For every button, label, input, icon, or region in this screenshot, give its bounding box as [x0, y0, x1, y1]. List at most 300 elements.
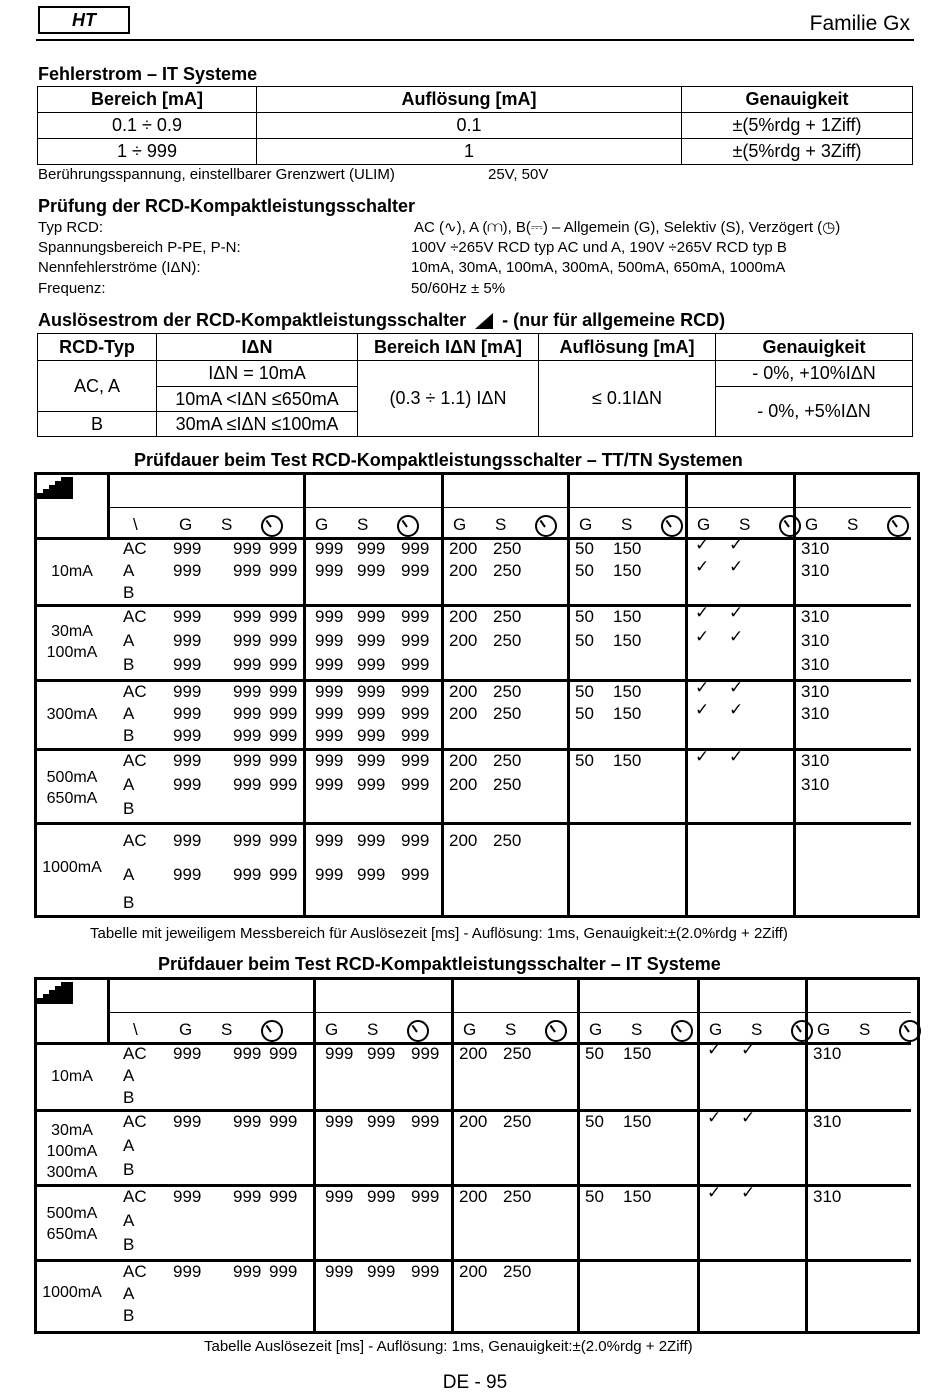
- value-cell: 999: [357, 751, 386, 770]
- s3-idn-2: 10mA <IΔN ≤650mA: [157, 387, 358, 412]
- value-cell: 999: [367, 1187, 396, 1206]
- value-cell: 250: [493, 751, 522, 770]
- grid-vline: [107, 980, 110, 1042]
- timer-icon: [887, 515, 909, 537]
- value-cell: 310: [801, 751, 830, 770]
- rcd-type-a: A: [123, 1284, 135, 1303]
- s3-col-idn: IΔN: [157, 334, 358, 361]
- value-cell: 999: [269, 1187, 298, 1206]
- value-cell: 250: [503, 1112, 532, 1131]
- value-cell: 999: [233, 682, 262, 701]
- check-icon: ✓: [729, 627, 744, 646]
- timer-icon: [899, 1020, 921, 1042]
- value-cell: 250: [503, 1044, 532, 1063]
- value-cell: 999: [233, 631, 262, 650]
- value-cell: 999: [173, 539, 202, 558]
- value-cell: 999: [173, 1044, 202, 1063]
- selective-label: S: [739, 515, 751, 534]
- value-cell: 999: [367, 1262, 396, 1281]
- rcd-type-ac: AC: [123, 1112, 147, 1131]
- s3-title-suffix: - (nur für allgemeine RCD): [502, 310, 726, 330]
- value-cell: 999: [315, 682, 344, 701]
- value-cell: 150: [623, 1112, 652, 1131]
- value-cell: 250: [493, 704, 522, 723]
- check-icon: ✓: [695, 557, 710, 576]
- value-cell: 999: [411, 1187, 440, 1206]
- value-cell: 999: [401, 775, 430, 794]
- timer-icon: [779, 515, 801, 537]
- value-cell: 999: [401, 607, 430, 626]
- value-cell: 999: [401, 655, 430, 674]
- value-cell: 999: [401, 631, 430, 650]
- general-label: G: [697, 515, 711, 534]
- value-cell: 250: [493, 775, 522, 794]
- value-cell: 999: [315, 726, 344, 745]
- timer-icon: [397, 515, 419, 537]
- value-cell: 999: [233, 607, 262, 626]
- check-icon: ✓: [695, 603, 710, 622]
- value-cell: 310: [801, 539, 830, 558]
- rcd-type-ac: AC: [123, 831, 147, 850]
- grid-vline: [451, 980, 454, 1331]
- rcd-type-a: A: [123, 1211, 135, 1230]
- check-icon: ✓: [707, 1183, 722, 1202]
- grid-vline: [107, 475, 110, 537]
- grid-vline: [303, 475, 306, 915]
- value-cell: 999: [233, 831, 262, 850]
- s2-label: Nennfehlerströme (IΔN):: [38, 259, 201, 276]
- s4-title: Prüfdauer beim Test RCD-Kompaktleistungsschalter – TT/TN Systemen: [134, 450, 743, 470]
- value-cell: 999: [173, 726, 202, 745]
- grid-hline: [107, 507, 911, 508]
- s1-table: [37, 86, 913, 165]
- value-cell: 999: [233, 561, 262, 580]
- value-cell: 200: [459, 1187, 488, 1206]
- value-cell: 999: [315, 561, 344, 580]
- value-cell: 999: [401, 704, 430, 723]
- value-cell: 999: [173, 831, 202, 850]
- value-cell: 999: [315, 775, 344, 794]
- value-cell: 250: [493, 607, 522, 626]
- timer-icon: [791, 1020, 813, 1042]
- check-icon: ✓: [695, 700, 710, 719]
- current-group-label: 500mA 650mA: [46, 1205, 98, 1243]
- rcd-type-b: B: [123, 799, 135, 818]
- current-group-label: 30mA 100mA: [46, 623, 98, 661]
- grid-vline: [793, 475, 796, 915]
- value-cell: 50: [575, 561, 594, 580]
- value-cell: 999: [401, 865, 430, 884]
- grid-vline: [685, 475, 688, 915]
- value-cell: 999: [411, 1044, 440, 1063]
- timer-icon: [407, 1020, 429, 1042]
- value-cell: 999: [315, 704, 344, 723]
- s2-label: Spannungsbereich P-PE, P-N:: [38, 239, 241, 256]
- value-cell: 999: [233, 1044, 262, 1063]
- s4-caption: Tabelle mit jeweiligem Messbereich für Auslösezeit [ms] - Auflösung: 1ms, Genauigkeit:±(2.0%rdg + 2Ziff): [90, 925, 788, 942]
- ramp-icon: [37, 982, 73, 1004]
- s1-cell: 1: [257, 139, 682, 165]
- value-cell: 999: [233, 726, 262, 745]
- s3-resolution: ≤ 0.1IΔN: [539, 361, 716, 437]
- general-label: G: [579, 515, 593, 534]
- value-cell: 999: [173, 1262, 202, 1281]
- rcd-type-ac: AC: [123, 682, 147, 701]
- s3-table: [37, 333, 913, 437]
- value-cell: 999: [367, 1112, 396, 1131]
- value-cell: 999: [173, 1187, 202, 1206]
- value-cell: 999: [401, 751, 430, 770]
- value-cell: 150: [613, 539, 642, 558]
- value-cell: 150: [613, 561, 642, 580]
- rcd-type-a: A: [123, 631, 135, 650]
- value-cell: 999: [233, 655, 262, 674]
- value-cell: 999: [233, 539, 262, 558]
- value-cell: 999: [357, 607, 386, 626]
- header-divider: [36, 39, 914, 41]
- value-cell: 999: [173, 751, 202, 770]
- it-time-table: [34, 977, 920, 1334]
- selective-label: S: [221, 1020, 233, 1039]
- value-cell: 250: [493, 539, 522, 558]
- value-cell: 150: [623, 1187, 652, 1206]
- s1-cell: 1 ÷ 999: [38, 139, 257, 165]
- value-cell: 999: [315, 831, 344, 850]
- value-cell: 999: [367, 1044, 396, 1063]
- value-cell: 200: [449, 751, 478, 770]
- s3-title: [38, 310, 725, 331]
- grid-hline: [37, 822, 911, 825]
- value-cell: 150: [613, 704, 642, 723]
- logo-text: HT: [72, 9, 96, 30]
- value-cell: 250: [493, 831, 522, 850]
- grid-vline: [577, 980, 580, 1331]
- value-cell: 999: [269, 726, 298, 745]
- value-cell: 200: [449, 704, 478, 723]
- general-label: G: [589, 1020, 603, 1039]
- general-label: G: [463, 1020, 477, 1039]
- value-cell: 200: [449, 831, 478, 850]
- value-cell: 200: [449, 775, 478, 794]
- s1-col-range: Bereich [mA]: [38, 87, 257, 113]
- value-cell: 310: [801, 775, 830, 794]
- rcd-type-ac: AC: [123, 751, 147, 770]
- value-cell: 999: [269, 775, 298, 794]
- family-title: Familie Gx: [809, 12, 910, 35]
- check-icon: ✓: [695, 627, 710, 646]
- timer-icon: [535, 515, 557, 537]
- general-label: G: [325, 1020, 339, 1039]
- ht-logo: [38, 6, 130, 34]
- check-icon: ✓: [729, 535, 744, 554]
- selective-label: S: [631, 1020, 643, 1039]
- value-cell: 250: [503, 1262, 532, 1281]
- check-icon: ✓: [729, 700, 744, 719]
- value-cell: 999: [269, 561, 298, 580]
- check-icon: ✓: [707, 1108, 722, 1127]
- s3-idn-3: 30mA ≤IΔN ≤100mA: [157, 412, 358, 437]
- rcd-type-b: B: [123, 1088, 135, 1107]
- current-group-label: 30mA 100mA 300mA: [46, 1122, 98, 1181]
- s2-value: 50/60Hz ± 5%: [411, 280, 506, 297]
- rcd-type-b: B: [123, 1235, 135, 1254]
- grid-hline: [107, 1012, 911, 1013]
- value-cell: 999: [269, 704, 298, 723]
- value-cell: 999: [357, 682, 386, 701]
- backslash-label: \: [133, 515, 138, 534]
- value-cell: 200: [449, 539, 478, 558]
- value-cell: 200: [449, 561, 478, 580]
- s2-label: Frequenz:: [38, 280, 106, 297]
- value-cell: 999: [315, 607, 344, 626]
- s3-type-ac-a: AC, A: [38, 361, 157, 412]
- check-icon: ✓: [695, 535, 710, 554]
- check-icon: ✓: [695, 678, 710, 697]
- value-cell: 150: [613, 631, 642, 650]
- value-cell: 999: [173, 865, 202, 884]
- selective-label: S: [221, 515, 233, 534]
- value-cell: 310: [801, 704, 830, 723]
- value-cell: 999: [325, 1262, 354, 1281]
- value-cell: 310: [801, 655, 830, 674]
- grid-vline: [567, 475, 570, 915]
- value-cell: 999: [233, 775, 262, 794]
- value-cell: 250: [493, 682, 522, 701]
- timer-icon: [671, 1020, 693, 1042]
- grid-vline: [697, 980, 700, 1331]
- value-cell: 200: [449, 682, 478, 701]
- rcd-type-a: A: [123, 704, 135, 723]
- value-cell: 999: [315, 631, 344, 650]
- rcd-type-ac: AC: [123, 539, 147, 558]
- value-cell: 999: [269, 1112, 298, 1131]
- rcd-type-ac: AC: [123, 1262, 147, 1281]
- general-label: G: [709, 1020, 723, 1039]
- value-cell: 310: [813, 1044, 842, 1063]
- ramp-icon: [37, 477, 73, 499]
- value-cell: 999: [269, 751, 298, 770]
- value-cell: 150: [613, 607, 642, 626]
- value-cell: 999: [411, 1112, 440, 1131]
- s3-col-range: Bereich IΔN [mA]: [358, 334, 539, 361]
- rcd-type-ac: AC: [123, 1187, 147, 1206]
- value-cell: 999: [269, 607, 298, 626]
- s1-title: Fehlerstrom – IT Systeme: [38, 64, 258, 84]
- selective-label: S: [495, 515, 507, 534]
- value-cell: 999: [269, 682, 298, 701]
- value-cell: 999: [269, 655, 298, 674]
- value-cell: 999: [315, 751, 344, 770]
- value-cell: 50: [575, 631, 594, 650]
- value-cell: 999: [357, 865, 386, 884]
- check-icon: ✓: [729, 603, 744, 622]
- current-group-label: 300mA: [46, 706, 98, 723]
- value-cell: 999: [357, 655, 386, 674]
- s3-type-b: B: [38, 412, 157, 437]
- value-cell: 999: [233, 865, 262, 884]
- value-cell: 50: [585, 1187, 604, 1206]
- value-cell: 999: [357, 775, 386, 794]
- s2-label: Typ RCD:: [38, 219, 104, 236]
- selective-label: S: [751, 1020, 763, 1039]
- s1-col-accuracy: Genauigkeit: [682, 87, 913, 113]
- value-cell: 999: [269, 1262, 298, 1281]
- timer-icon: [261, 515, 283, 537]
- value-cell: 310: [801, 607, 830, 626]
- check-icon: ✓: [729, 747, 744, 766]
- current-group-label: 10mA: [51, 563, 93, 580]
- check-icon: ✓: [741, 1183, 756, 1202]
- s1-cell: 0.1 ÷ 0.9: [38, 113, 257, 139]
- s3-col-resolution: Auflösung [mA]: [539, 334, 716, 361]
- value-cell: 999: [233, 1187, 262, 1206]
- value-cell: 200: [459, 1112, 488, 1131]
- value-cell: 999: [357, 831, 386, 850]
- tt-tn-time-table: [34, 472, 920, 918]
- value-cell: 999: [173, 607, 202, 626]
- selective-label: S: [505, 1020, 517, 1039]
- rcd-type-b: B: [123, 726, 135, 745]
- check-icon: ✓: [741, 1040, 756, 1059]
- value-cell: 50: [575, 682, 594, 701]
- rcd-type-a: A: [123, 561, 135, 580]
- value-cell: 999: [315, 539, 344, 558]
- value-cell: 999: [233, 704, 262, 723]
- value-cell: 999: [173, 775, 202, 794]
- value-cell: 999: [269, 539, 298, 558]
- value-cell: 999: [401, 831, 430, 850]
- value-cell: 250: [493, 561, 522, 580]
- rcd-type-b: B: [123, 583, 135, 602]
- value-cell: 150: [613, 682, 642, 701]
- value-cell: 310: [801, 561, 830, 580]
- check-icon: ✓: [695, 747, 710, 766]
- value-cell: 999: [173, 704, 202, 723]
- value-cell: 999: [269, 631, 298, 650]
- s3-range: (0.3 ÷ 1.1) IΔN: [358, 361, 539, 437]
- value-cell: 999: [233, 1262, 262, 1281]
- value-cell: 50: [575, 704, 594, 723]
- value-cell: 50: [585, 1044, 604, 1063]
- value-cell: 999: [325, 1187, 354, 1206]
- s5-caption: Tabelle Auslösezeit [ms] - Auflösung: 1ms, Genauigkeit:±(2.0%rdg + 2Ziff): [204, 1338, 693, 1355]
- rcd-type-a: A: [123, 1066, 135, 1085]
- grid-vline: [441, 475, 444, 915]
- value-cell: 999: [173, 631, 202, 650]
- value-cell: 200: [449, 631, 478, 650]
- value-cell: 150: [623, 1044, 652, 1063]
- value-cell: 250: [503, 1187, 532, 1206]
- general-label: G: [179, 1020, 193, 1039]
- value-cell: 200: [459, 1262, 488, 1281]
- s3-col-accuracy: Genauigkeit: [716, 334, 913, 361]
- general-label: G: [805, 515, 819, 534]
- value-cell: 999: [357, 704, 386, 723]
- s3-idn-1: IΔN = 10mA: [157, 361, 358, 387]
- selective-label: S: [357, 515, 369, 534]
- rcd-type-b: B: [123, 1160, 135, 1179]
- value-cell: 999: [269, 831, 298, 850]
- rcd-type-ac: AC: [123, 1044, 147, 1063]
- s1-cell: 0.1: [257, 113, 682, 139]
- s2-title: Prüfung der RCD-Kompaktleistungsschalter: [38, 196, 416, 216]
- value-cell: 999: [357, 631, 386, 650]
- value-cell: 310: [801, 631, 830, 650]
- value-cell: 999: [357, 539, 386, 558]
- s1-col-resolution: Auflösung [mA]: [257, 87, 682, 113]
- s1-cell: ±(5%rdg + 3Ziff): [682, 139, 913, 165]
- value-cell: 150: [613, 751, 642, 770]
- value-cell: 50: [575, 539, 594, 558]
- s1-cell: ±(5%rdg + 1Ziff): [682, 113, 913, 139]
- rcd-type-a: A: [123, 775, 135, 794]
- value-cell: 999: [233, 1112, 262, 1131]
- rcd-type-b: B: [123, 893, 135, 912]
- s2-value: AC (∿), A (⩋), B(⎓) – Allgemein (G), Selektiv (S), Verzögert (◷): [414, 219, 841, 236]
- selective-label: S: [859, 1020, 871, 1039]
- value-cell: 999: [401, 682, 430, 701]
- value-cell: 999: [401, 726, 430, 745]
- value-cell: 250: [493, 631, 522, 650]
- s2-value: 100V ÷265V RCD typ AC und A, 190V ÷265V RCD typ B: [411, 239, 787, 256]
- check-icon: ✓: [741, 1108, 756, 1127]
- value-cell: 999: [269, 1044, 298, 1063]
- value-cell: 999: [315, 865, 344, 884]
- timer-icon: [661, 515, 683, 537]
- selective-label: S: [621, 515, 633, 534]
- check-icon: ✓: [729, 557, 744, 576]
- backslash-label: \: [133, 1020, 138, 1039]
- value-cell: 999: [173, 561, 202, 580]
- value-cell: 50: [585, 1112, 604, 1131]
- ramp-icon: [475, 313, 493, 329]
- value-cell: 999: [325, 1044, 354, 1063]
- value-cell: 310: [813, 1187, 842, 1206]
- selective-label: S: [367, 1020, 379, 1039]
- value-cell: 50: [575, 751, 594, 770]
- rcd-type-ac: AC: [123, 607, 147, 626]
- value-cell: 999: [233, 751, 262, 770]
- s3-acc-1: - 0%, +10%IΔN: [716, 361, 913, 387]
- value-cell: 999: [315, 655, 344, 674]
- selective-label: S: [847, 515, 859, 534]
- current-group-label: 1000mA: [42, 1284, 102, 1301]
- general-label: G: [315, 515, 329, 534]
- value-cell: 999: [173, 655, 202, 674]
- value-cell: 50: [575, 607, 594, 626]
- timer-icon: [545, 1020, 567, 1042]
- rcd-type-b: B: [123, 655, 135, 674]
- value-cell: 999: [401, 539, 430, 558]
- value-cell: 200: [459, 1044, 488, 1063]
- value-cell: 999: [269, 865, 298, 884]
- value-cell: 999: [357, 726, 386, 745]
- check-icon: ✓: [729, 678, 744, 697]
- value-cell: 999: [401, 561, 430, 580]
- s3-title-text: Auslösestrom der RCD-Kompaktleistungsschalter: [38, 310, 467, 330]
- rcd-type-a: A: [123, 865, 135, 884]
- value-cell: 310: [801, 682, 830, 701]
- value-cell: 999: [411, 1262, 440, 1281]
- current-group-label: 1000mA: [42, 859, 102, 876]
- check-icon: ✓: [707, 1040, 722, 1059]
- general-label: G: [817, 1020, 831, 1039]
- value-cell: 310: [813, 1112, 842, 1131]
- s2-value: 10mA, 30mA, 100mA, 300mA, 500mA, 650mA, 1000mA: [411, 259, 786, 276]
- current-group-label: 500mA 650mA: [46, 769, 98, 807]
- s3-col-type: RCD-Typ: [38, 334, 157, 361]
- timer-icon: [261, 1020, 283, 1042]
